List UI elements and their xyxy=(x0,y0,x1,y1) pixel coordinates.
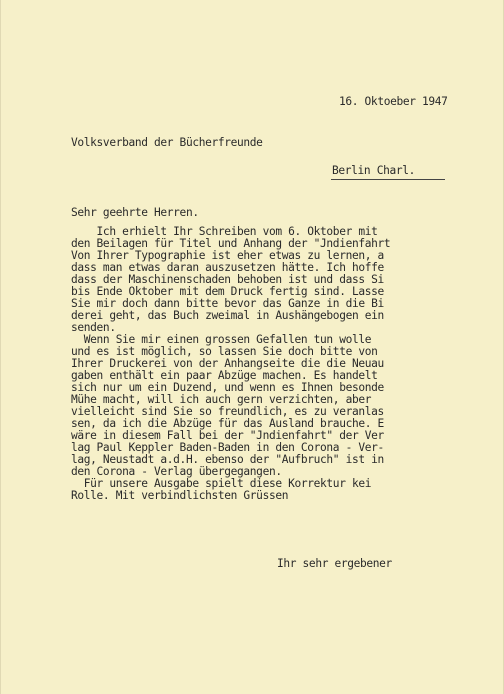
body-line: Ihrer Druckerei von der Anhangseite die die Neuau xyxy=(71,357,384,370)
body-line: derei geht, das Buch zweimal in Aushängebogen ein xyxy=(71,309,384,322)
letter-date: 16. Oktoeber 1947 xyxy=(339,95,448,108)
body-line: den Corona - Verlag übergegangen. xyxy=(71,465,282,478)
body-line: und es ist möglich, so lassen Sie doch bitte von xyxy=(71,345,378,358)
body-line: Mühe macht, will ich auch gern verzichten, aber xyxy=(71,393,372,406)
body-line: Von Ihrer Typographie ist eher etwas zu lernen, a xyxy=(71,249,384,262)
body-line: sen, da ich die Abzüge für das Ausland brauche. E xyxy=(71,417,384,430)
body-line: Ich erhielt Ihr Schreiben vom 6. Oktober mit xyxy=(71,226,378,238)
body-line: den Beilagen für Titel und Anhang der "Jndienfahrt xyxy=(71,237,391,250)
body-line: senden. xyxy=(71,321,116,334)
body-line: lag, Neustadt a.d.H. ebenso der "Aufbruch" ist in xyxy=(71,453,384,466)
body-line: Wenn Sie mir einen grossen Gefallen tun wolle xyxy=(71,333,372,346)
body-line: dass der Maschinenschaden behoben ist und dass Si xyxy=(71,273,384,286)
body-line: dass man etwas daran auszusetzen hätte. Ich hoffe xyxy=(71,261,384,274)
letter-closing: Ihr sehr ergebener xyxy=(277,557,392,570)
body-line: vielleicht sind Sie so freundlich, es zu veranlas xyxy=(71,405,384,418)
city-underline xyxy=(331,179,445,180)
body-line: wäre in diesem Fall bei der "Jndienfahrt" der Ver xyxy=(71,429,384,442)
letter-salutation: Sehr geehrte Herren. xyxy=(71,206,199,219)
body-line: gaben enthält ein paar Abzüge machen. Es handelt xyxy=(71,369,378,382)
letter-city: Berlin Charl. xyxy=(332,164,416,177)
letter-recipient: Volksverband der Bücherfreunde xyxy=(71,136,263,149)
body-line: lag Paul Keppler Baden-Baden in den Corona - Ver- xyxy=(71,441,384,454)
letter-body xyxy=(71,226,501,546)
body-line: Für unsere Ausgabe spielt diese Korrektur kei xyxy=(71,477,372,490)
body-line: Sie mir doch dann bitte bevor das Ganze in die Bi xyxy=(71,297,384,310)
body-line: sich nur um ein Duzend, und wenn es Ihnen besonde xyxy=(71,381,384,394)
body-line: Rolle. Mit verbindlichsten Grüssen xyxy=(71,489,289,502)
body-line: bis Ende Oktober mit dem Druck fertig sind. Lasse xyxy=(71,285,384,298)
